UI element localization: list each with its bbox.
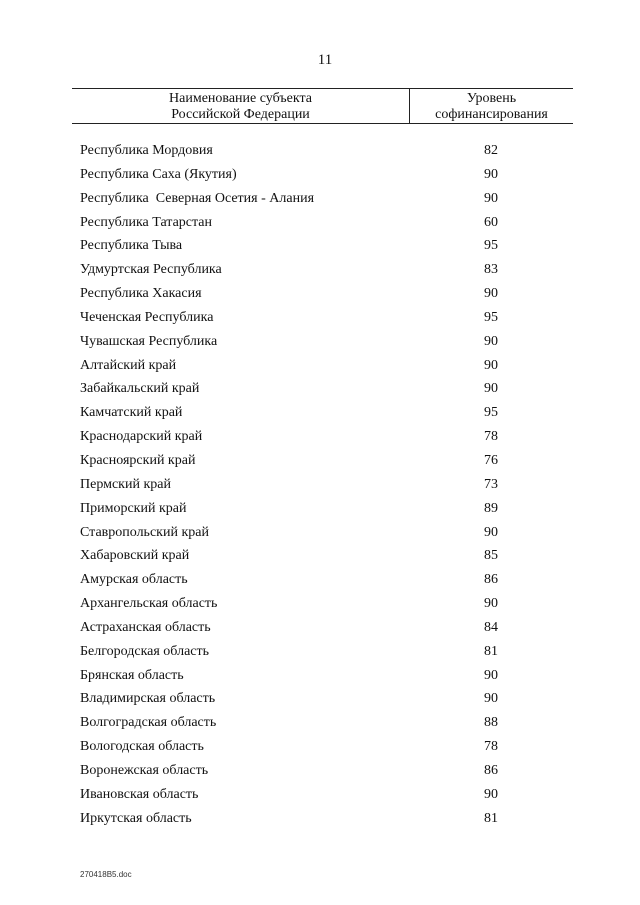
subject-name-cell: Республика Хакасия <box>80 286 202 302</box>
table-row <box>80 425 580 449</box>
table-row <box>80 234 580 258</box>
cofinancing-level-cell: 88 <box>484 715 498 731</box>
table-row <box>80 139 580 163</box>
cofinancing-level-cell: 90 <box>484 333 498 349</box>
cofinancing-level-cell: 90 <box>484 691 498 707</box>
table-body <box>80 139 580 830</box>
subject-name-cell: Чувашская Республика <box>80 333 218 349</box>
cofinancing-level-cell: 86 <box>484 572 498 588</box>
table-row <box>80 616 580 640</box>
table-row <box>80 568 580 592</box>
cofinancing-level-cell: 89 <box>484 500 498 516</box>
subject-name-cell: Ивановская область <box>80 786 199 802</box>
cofinancing-level-cell: 76 <box>484 452 498 468</box>
subject-name-cell: Красноярский край <box>80 452 196 468</box>
subject-name-cell: Белгородская область <box>80 643 210 659</box>
table-row <box>80 640 580 664</box>
subject-name-cell: Брянская область <box>80 667 184 683</box>
subject-name-cell: Краснодарский край <box>80 429 203 445</box>
table-row <box>80 306 580 330</box>
cofinancing-level-cell: 90 <box>484 524 498 540</box>
table-row <box>80 664 580 688</box>
header-subject-name-line2: Российской Федерации <box>171 107 310 122</box>
cofinancing-level-cell: 90 <box>484 190 498 206</box>
header-subject-name-line1: Наименование субъекта <box>169 91 312 106</box>
header-subject-name <box>72 91 409 123</box>
table-row <box>80 735 580 759</box>
cofinancing-level-cell: 83 <box>484 262 498 278</box>
subject-name-cell: Астраханская область <box>80 619 211 635</box>
cofinancing-level-cell: 90 <box>484 357 498 373</box>
cofinancing-level-cell: 84 <box>484 619 498 635</box>
table-row <box>80 258 580 282</box>
subject-name-cell: Амурская область <box>80 572 188 588</box>
cofinancing-level-cell: 78 <box>484 739 498 755</box>
subject-name-cell: Приморский край <box>80 500 187 516</box>
cofinancing-level-cell: 90 <box>484 667 498 683</box>
table-row <box>80 807 580 831</box>
header-cofinancing-level-line2: софинансирования <box>435 107 548 122</box>
subject-name-cell: Республика Тыва <box>80 238 183 254</box>
subject-name-cell: Забайкальский край <box>80 381 200 397</box>
table-row <box>80 401 580 425</box>
table-row <box>80 449 580 473</box>
subject-name-cell: Республика Мордовия <box>80 143 213 158</box>
table-row <box>80 783 580 807</box>
cofinancing-level-cell: 90 <box>484 786 498 802</box>
cofinancing-level-cell: 60 <box>484 214 498 230</box>
cofinancing-level-cell: 85 <box>484 548 498 564</box>
table-row <box>80 544 580 568</box>
table-row <box>80 282 580 306</box>
subject-name-cell: Вологодская область <box>80 739 204 755</box>
cofinancing-level-cell: 82 <box>484 143 498 158</box>
subject-name-cell: Хабаровский край <box>80 548 190 564</box>
cofinancing-level-cell: 78 <box>484 429 498 445</box>
cofinancing-level-cell: 90 <box>484 166 498 182</box>
cofinancing-level-cell: 90 <box>484 286 498 302</box>
table-row <box>80 687 580 711</box>
subject-name-cell: Республика Саха (Якутия) <box>80 166 237 182</box>
cofinancing-level-cell: 81 <box>484 643 498 659</box>
subject-name-cell: Камчатский край <box>80 405 183 421</box>
table-row <box>80 521 580 545</box>
cofinancing-level-cell: 90 <box>484 596 498 612</box>
table-row <box>80 330 580 354</box>
cofinancing-level-cell: 95 <box>484 405 498 421</box>
header-cofinancing-level-line1: Уровень <box>466 91 517 106</box>
subject-name-cell: Волгоградская область <box>80 715 217 731</box>
table-row <box>80 473 580 497</box>
subject-name-cell: Ставропольский край <box>80 524 209 540</box>
page-number: 11 <box>317 52 333 68</box>
table-row <box>80 377 580 401</box>
header-cofinancing-level <box>410 91 573 123</box>
cofinancing-level-cell: 95 <box>484 309 498 325</box>
table-row <box>80 211 580 235</box>
table-row <box>80 497 580 521</box>
subject-name-cell: Пермский край <box>80 476 171 492</box>
table-row <box>80 354 580 378</box>
subject-name-cell: Воронежская область <box>80 762 209 778</box>
cofinancing-level-cell: 95 <box>484 238 498 254</box>
table-header <box>72 88 573 124</box>
subject-name-cell: Удмуртская Республика <box>80 262 222 278</box>
cofinancing-level-cell: 90 <box>484 381 498 397</box>
subject-name-cell: Республика Татарстан <box>80 214 213 230</box>
subject-name-cell: Республика Северная Осетия - Алания <box>80 190 315 206</box>
cofinancing-level-cell: 81 <box>484 810 498 826</box>
document-filename: 270418B5.doc <box>80 870 132 879</box>
cofinancing-level-cell: 73 <box>484 476 498 492</box>
subject-name-cell: Иркутская область <box>80 810 192 826</box>
subject-name-cell: Чеченская Республика <box>80 309 214 325</box>
table-row <box>80 187 580 211</box>
table-row <box>80 163 580 187</box>
table-row <box>80 592 580 616</box>
subject-name-cell: Архангельская область <box>80 596 218 612</box>
subject-name-cell: Алтайский край <box>80 357 177 373</box>
subject-name-cell: Владимирская область <box>80 691 216 707</box>
table-row <box>80 711 580 735</box>
cofinancing-level-cell: 86 <box>484 762 498 778</box>
table-row <box>80 759 580 783</box>
